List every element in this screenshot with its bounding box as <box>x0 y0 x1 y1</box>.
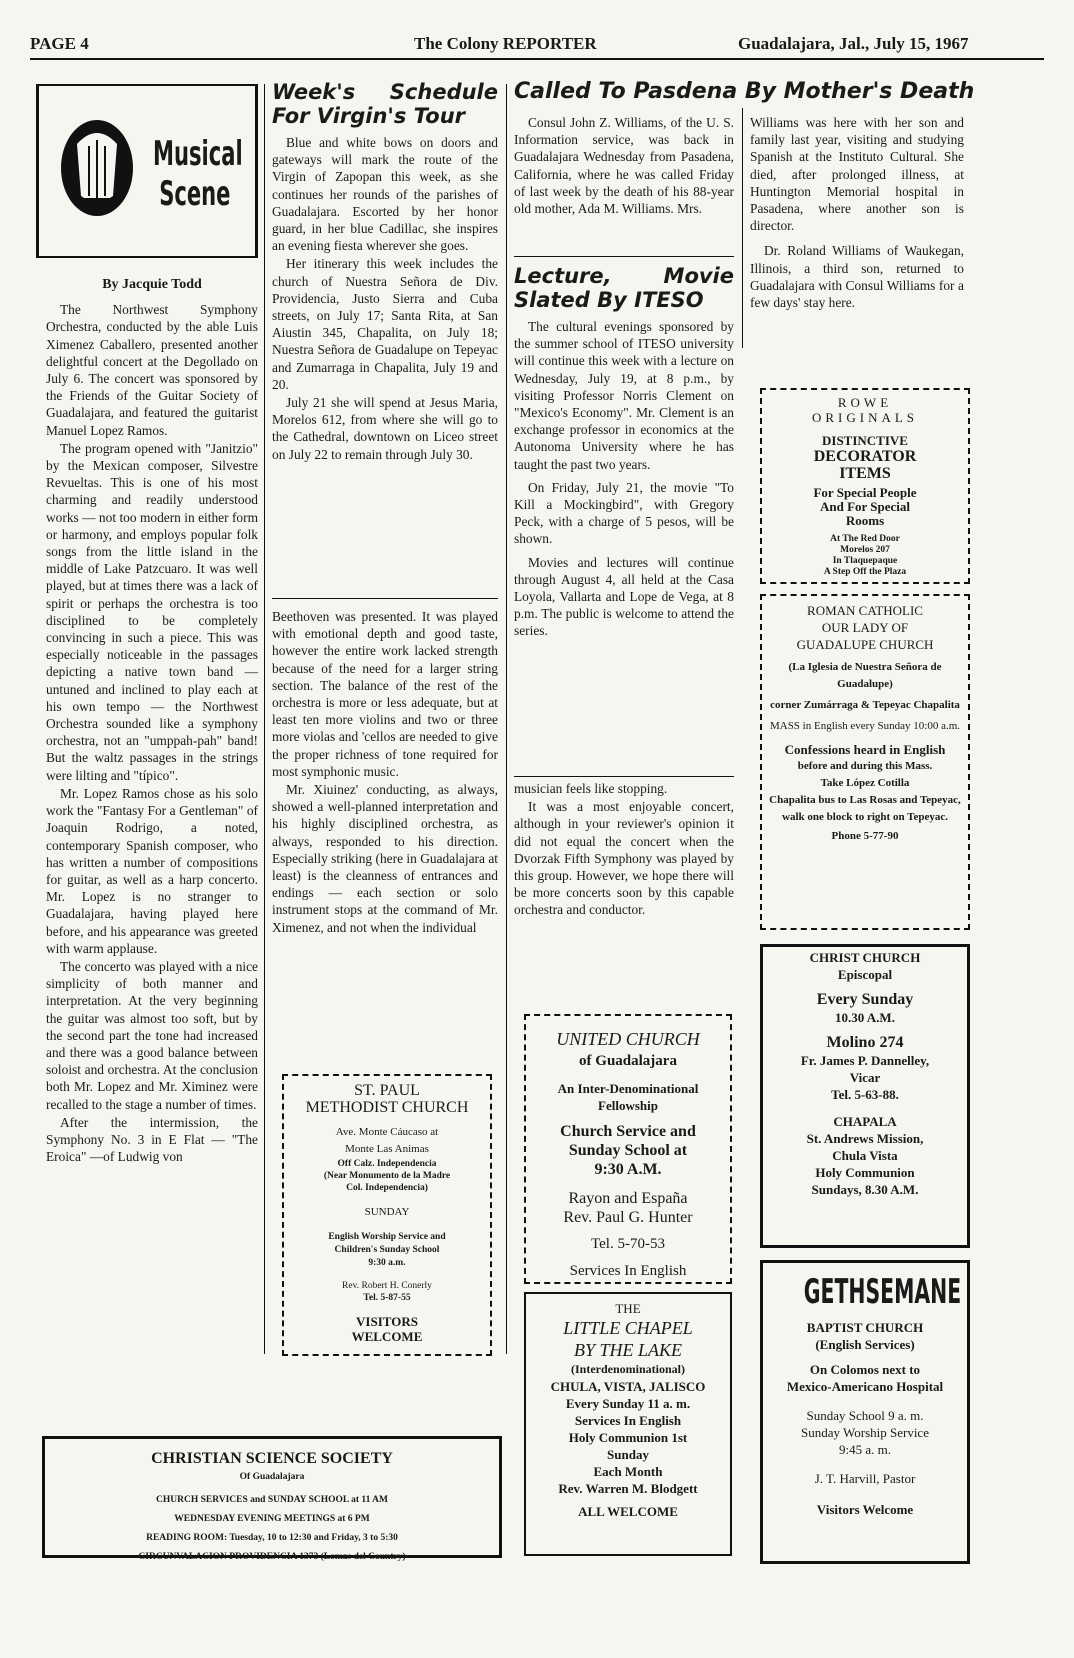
ad-line: MASS in English every Sunday 10:00 a.m. <box>769 720 961 732</box>
ad-line: SUNDAY <box>364 1206 410 1218</box>
ad-line: Episcopal <box>837 967 893 982</box>
paragraph: The concerto was played with a nice simplicity of both manner and interpretation. At the very beginning the guitar was almost too soft, but by the second part the tone had increased and there was a good balance between soloist and orchestra. At the conclusion both Mr. Lopez and Mr. Ximinez were recalled to the stage a number of times. <box>46 958 258 1112</box>
ad-line: ST. PAUL <box>354 1082 420 1099</box>
ad-line: Rayon and España <box>568 1190 688 1207</box>
ad-line: Vicar <box>849 1070 881 1085</box>
ad-line: And For Special <box>819 499 911 514</box>
ad-line: Sunday School 9 a. m. <box>806 1408 924 1423</box>
ad-line: Rev. Warren M. Blodgett <box>558 1481 698 1496</box>
article-rule <box>514 256 734 257</box>
ad-line: For Special People <box>813 485 917 500</box>
virgin-tour-article <box>272 80 498 464</box>
ad-line: Holy Communion 1st <box>568 1430 688 1445</box>
column-rule <box>264 84 265 1354</box>
catholic-church-ad <box>760 594 970 930</box>
paragraph: The Northwest Symphony Orchestra, conducted by the able Luis Ximenez Caballero, presented another delightful concert at the Degollado on July 6. The concert was sponsored by the Friends of the Guitar Society of Guadalajara, and featured the guitarist Manuel Lopez Ramos. <box>46 302 258 438</box>
ad-line: CHRISTIAN SCIENCE SOCIETY <box>151 1450 393 1467</box>
ad-line: GETHSEMANE <box>803 1272 962 1312</box>
ad-line: At The Red Door <box>830 534 900 544</box>
ad-line: CHRIST CHURCH <box>809 950 921 965</box>
ad-line: (Interdenominational) <box>571 1362 685 1376</box>
ad-line: Monte Las Animas <box>345 1143 429 1155</box>
ad-line: CHAPALA <box>833 1114 897 1129</box>
musical-scene-column-1 <box>46 270 258 1166</box>
ad-line: ROWE <box>837 395 893 410</box>
ad-line: Chapalita bus to Las Rosas and Tepeyac, walk one block to right on Tepeyac. <box>769 794 961 823</box>
ad-line: Molino 274 <box>826 1034 904 1051</box>
header-rule <box>30 58 1044 60</box>
ad-line: Morelos 207 <box>840 545 890 555</box>
ad-line: READING ROOM: Tuesday, 10 to 12:30 and Friday, 3 to 5:30 <box>146 1533 398 1543</box>
ad-line: Children's Sunday School <box>334 1245 440 1255</box>
ad-line: English Worship Service and <box>328 1232 446 1242</box>
ad-line: Rev. Robert H. Conerly <box>342 1281 432 1291</box>
christ-church-ad <box>760 944 970 1248</box>
ad-line: Sunday <box>607 1447 649 1462</box>
logo-line-1: Musical <box>153 134 243 174</box>
ad-line: THE <box>615 1301 641 1316</box>
paragraph: Williams was here with her son and family last year, visiting and studying Spanish at the Instituto Cultural. She died, after prolonged illness, at Huntington Memorial hospital in Pasadena, where another son is director. <box>750 115 964 234</box>
ad-line: Off Calz. Independencia <box>337 1159 437 1169</box>
ad-line: (La Iglesia de Nuestra Señora de Guadalupe) <box>788 661 942 690</box>
ad-line: ROMAN CATHOLIC <box>807 603 923 618</box>
ad-line: A Step Off the Plaza <box>823 567 907 577</box>
ad-line: Tel. 5-87-55 <box>363 1293 411 1303</box>
rowe-originals-ad <box>760 388 970 584</box>
lyre-icon <box>55 116 139 226</box>
ad-line: Services In English <box>569 1263 687 1279</box>
ad-line: Sundays, 8.30 A.M. <box>811 1182 919 1197</box>
paper-name: The Colony REPORTER <box>414 34 597 53</box>
paragraph: Blue and white bows on doors and gateways will mark the route of the Virgin of Zapopan this week, as she continues her rounds of the parishes of Guadalajara. Escorted by her honor guard, in her blue Cadillac, she inspires an evening fiesta wherever she goes. <box>272 135 498 254</box>
paragraph: On Friday, July 21, the movie "To Kill a Mockingbird", with Gregory Peck, with a charge of 5 pesos, will be shown. <box>514 479 734 547</box>
musical-scene-logo <box>36 84 258 258</box>
musical-scene-column-3 <box>514 780 734 920</box>
headline: Week's Schedule For Virgin's Tour <box>272 80 498 128</box>
ad-line: LITTLE CHAPEL <box>563 1318 693 1338</box>
pasadena-column-2 <box>750 114 964 312</box>
ad-line: DECORATOR <box>813 448 917 465</box>
ad-line: Sunday School at <box>568 1142 688 1159</box>
paragraph: Dr. Roland Williams of Waukegan, Illinois, a third son, returned to Guadalajara with Consul Williams for a few days' stay here. <box>750 243 964 311</box>
paragraph: Beethoven was presented. It was played with emotional depth and good taste, however the entire work lacked strength because of the need for a larger string section. The balance of the rest of the orchestra is more or less adequate, but at least ten more violins and two or three more violas and 'cellos are needed to give the proper richness of tone required for most symphonic music. <box>272 609 498 779</box>
ad-line: On Colomos next to <box>809 1362 921 1377</box>
headline: Lecture, Movie Slated By ITESO <box>514 264 734 312</box>
dateline: Guadalajara, Jal., July 15, 1967 <box>738 34 969 53</box>
ad-line: DISTINCTIVE <box>822 433 908 448</box>
ad-line: St. Andrews Mission, <box>806 1131 924 1146</box>
paragraph: July 21 she will spend at Jesus Maria, Morelos 612, from where she will go to the Cathedral, downtown on Liceo street on July 22 to remain through July 30. <box>272 395 498 462</box>
ad-line: 9:30 a.m. <box>368 1258 406 1268</box>
ad-line: ITEMS <box>839 465 891 482</box>
ad-line: of Guadalajara <box>579 1053 677 1069</box>
lecture-article <box>514 264 734 641</box>
ad-line: J. T. Harvill, Pastor <box>814 1471 916 1486</box>
ad-line: Phone 5-77-90 <box>831 830 899 842</box>
ad-line: (Near Monumento de la Madre <box>323 1171 451 1181</box>
paragraph: It was a most enjoyable concert, although in your reviewer's opinion it did not equal the concert when the Dvorzak Fifth Symphony was played by this group. However, we hope there will be more concerts soon by this capable orchestra and conductor. <box>514 799 734 918</box>
ad-line: Tel. 5-63-88. <box>831 1087 899 1102</box>
ad-line: Confessions heard in English <box>784 742 946 757</box>
ad-line: Each Month <box>593 1464 663 1479</box>
ad-line: Holy Communion <box>815 1165 915 1180</box>
paragraph: Mr. Lopez Ramos chose as his solo work the "Fantasy For a Gentleman" of Joaquin Rodrigo, a noted, contemporary Spanish composer, who has written a number of compositions for guitar, as well as a harp concerto. Mr. Lopez is no stranger to Guadalajara, having played here before, and his appearance was greeted with warm applause. <box>46 785 258 956</box>
ad-line: OUR LADY OF <box>821 620 909 635</box>
ad-line: Visitors Welcome <box>816 1502 914 1517</box>
ad-line: Fellowship <box>598 1098 658 1113</box>
ad-line: Services In English <box>574 1413 682 1428</box>
byline: By Jacquie Todd <box>102 277 202 292</box>
ad-line: Every Sunday <box>816 991 914 1008</box>
column-rule <box>506 84 507 1354</box>
ad-line: ORIGINALS <box>811 410 919 425</box>
ad-line: An Inter-Denominational <box>557 1081 699 1096</box>
ad-line: BY THE LAKE <box>573 1340 683 1360</box>
ad-line: Sunday Worship Service <box>801 1425 929 1440</box>
paragraph: Mr. Xiuinez' conducting, as always, showed a well-planned interpretation and his highly disciplined orchestra, as always, responded to his direction. Especially striking (here in Guadalajara at least) is the cleanness of entrances and endings — each section or solo instrument stops at the command of Mr. Ximenez, and not when the individual <box>272 782 498 935</box>
ad-line: METHODIST CHURCH <box>305 1099 469 1116</box>
ad-line: before and during this Mass. <box>797 760 933 772</box>
gethsemane-ad <box>760 1260 970 1564</box>
pasadena-headline: Called To Pasdena By Mother's Death <box>514 79 975 104</box>
ad-line: 9:30 A.M. <box>594 1161 662 1178</box>
ad-line: ALL WELCOME <box>578 1504 678 1519</box>
column-rule <box>742 108 743 348</box>
st-paul-methodist-ad <box>282 1074 492 1356</box>
ad-line: Every Sunday 11 a. m. <box>565 1396 691 1411</box>
ad-line: UNITED CHURCH <box>556 1029 700 1049</box>
ad-line: corner Zumárraga & Tepeyac Chapalita <box>770 699 960 711</box>
united-church-ad <box>524 1014 732 1284</box>
ad-line: Tel. 5-70-53 <box>591 1236 665 1252</box>
ad-line: Church Service and <box>560 1123 696 1140</box>
paragraph: Movies and lectures will continue through August 4, all held at the Casa Loyola, Vallarta and Lope de Vega, at 8 p.m. The public is welcome to attend the series. <box>514 554 734 639</box>
ad-line: Rooms <box>845 513 885 528</box>
ad-line: Ave. Monte Cáucaso at <box>335 1126 439 1138</box>
ad-line: GUADALUPE CHURCH <box>796 637 934 652</box>
paragraph: Her itinerary this week includes the church of Nuestra Señora de Div. Providencia, Justo Sierra and Cuba streets, on July 17; Santa Rita, at San Aiustin 345, Chapalita, on July 18; Nuestra Señora de Guadalupe on Tepeyac and Zumarraga in Chapalita, July 19 and 20. <box>272 256 498 392</box>
logo-line-2: Scene <box>159 174 231 214</box>
ad-line: Chula Vista <box>832 1148 898 1163</box>
ad-line: 10.30 A.M. <box>835 1010 895 1025</box>
christian-science-ad <box>42 1436 502 1562</box>
paragraph: musician feels like stopping. <box>514 781 668 796</box>
article-rule <box>514 776 734 777</box>
ad-line: WELCOME <box>351 1329 423 1344</box>
ad-line: VISITORS <box>356 1314 418 1329</box>
paragraph: The program opened with "Janitzio" by the Mexican composer, Silvestre Revueltas. This is one of his most charming and readily understood works — not too modern in either form or harmony, and employs popular folk songs from the little island in the middle of Lake Patzcuaro. It was well played, but at times there was a lack of spirit or perhaps the orchestra is too disciplined to be completely convincing in such a piece. This was especially noticeable in the passages depicting a native town band —untuned and inclined to play each at his own tempo — the Northwest Orchestra sounded like a symphony orchestra, not an "umppah-pah" band! But the waltz passages in the strings were lilting and "típico". <box>46 440 258 783</box>
article-rule <box>272 598 498 599</box>
page-number: PAGE 4 <box>30 34 89 53</box>
ad-line: 9:45 a. m. <box>839 1442 891 1457</box>
paragraph: Consul John Z. Williams, of the U. S. Information service, was back in Guadalajara Wednesday from Pasadena, California, where he was called Friday of last week by the death of his 88-year old mother, Ada M. Williams. Mrs. <box>514 115 734 217</box>
ad-line: Of Guadalajara <box>239 1472 305 1482</box>
musical-scene-column-2 <box>272 608 498 937</box>
ad-line: Mexico-Americano Hospital <box>786 1379 944 1394</box>
ad-line: CIRCUNVALACION PROVIDENCIA 1373 (Lomas del Country) <box>138 1552 406 1562</box>
pasadena-column-1 <box>514 114 734 218</box>
ad-line: Rev. Paul G. Hunter <box>563 1209 693 1226</box>
little-chapel-ad <box>524 1292 732 1556</box>
ad-line: Col. Independencia) <box>346 1183 428 1193</box>
ad-line: Fr. James P. Dannelley, <box>800 1053 930 1068</box>
ad-line: BAPTIST CHURCH <box>806 1320 924 1335</box>
ad-line: WEDNESDAY EVENING MEETINGS at 6 PM <box>174 1514 370 1524</box>
ad-line: CHURCH SERVICES and SUNDAY SCHOOL at 11 AM <box>155 1495 389 1505</box>
ad-line: In Tlaquepaque <box>832 556 898 566</box>
ad-line: (English Services) <box>815 1337 915 1352</box>
paragraph: After the intermission, the Symphony No. 3 in E Flat — "The Eroica" —of Ludwig von <box>46 1114 258 1165</box>
ad-line: Take López Cotilla <box>820 777 910 789</box>
paragraph: The cultural evenings sponsored by the summer school of ITESO university will continue this week with a lecture on Wednesday, July 19, at 8 p.m., by visiting Professor Norris Clement on "Mexico's Economy". Mr. Clement is an exchange professor in economics at the Autonoma University where he has taught the past two years. <box>514 319 734 472</box>
ad-line: CHULA, VISTA, JALISCO <box>550 1379 706 1394</box>
